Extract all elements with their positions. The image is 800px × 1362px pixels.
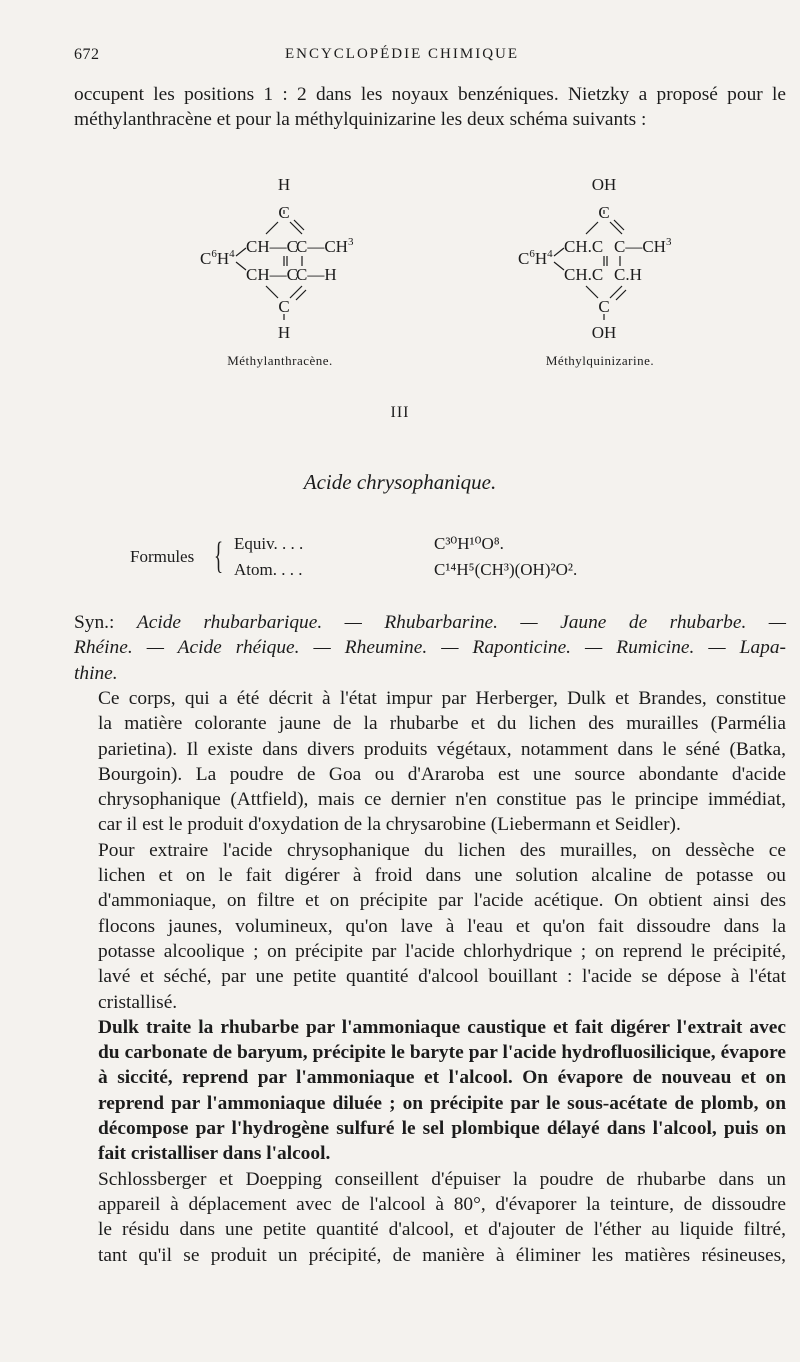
atom-r1a: CH.C [564,237,604,256]
text-line [74,635,786,660]
atom-r2a: CH—C [246,265,298,284]
formula-row-atom [234,560,578,580]
text-line: décompose par l'hydrogène sulfuré le sel plombique délayé dans l'alcool, puis on [98,1118,786,1140]
atom-top: H [277,175,291,194]
text-line: lavé et séché, par une petite quantité d'alcool bouillant : l'acide se dépose à l'état [98,966,786,988]
caption-methylquinizarine: Méthylquinizarine. [545,353,655,368]
atom-c-bottom: C [278,297,290,316]
text-line: tant qu'il se produit un précipité, de manière à éliminer les matières résineuses, [98,1244,786,1266]
text-line: appareil à déplacement avec de l'alcool à 80°, d'évaporer la teinture, de dissoudre [98,1193,786,1215]
text-line: à siccité, reprend par l'ammoniaque et l'alcool. On évapore de nouveau et on [98,1067,786,1089]
atom-label: Atom. . . . [234,560,303,579]
equiv-value: C³⁰H¹⁰O⁸. [434,534,504,553]
section-title: Acide chrysophanique. [303,470,497,494]
atom-c-top: C [278,203,290,222]
atom-prefix: $C^6H^4$ [518,248,553,268]
atom-top: OH [591,175,617,194]
atom-prefix: $C^6H^4$ [200,248,235,268]
atom-r2b: C—H [296,265,337,284]
structural-formulas [0,168,800,398]
intro-paragraph [74,82,786,133]
formula-row-equiv [234,534,504,554]
text-line: potasse alcoolique ; on précipite par l'acide chlorhydrique ; on reprend le précipité, [98,940,786,962]
syn-prefix: Syn.: [74,612,115,633]
synonyms-paragraph [74,610,786,686]
text-line: Pour extraire l'acide chrysophanique du lichen des murailles, on dessèche ce [98,839,786,861]
main-text [74,686,786,1268]
text-line: reprend par l'ammoniaque diluée ; on précipite par le sous-acétate de plomb, on [98,1092,786,1114]
structure-methylanthracene [200,175,354,368]
syn-line: Acide rhubarbarique. — Rhubarbarine. — Jaune de rhubarbe. — [136,612,786,633]
syn-line: thine. [74,662,118,684]
text-line: Ce corps, qui a été décrit à l'état impur par Herberger, Dulk et Brandes, constitue [98,688,786,709]
text-line: car il est le produit d'oxydation de la chrysarobine (Liebermann et Seidler). [98,814,681,836]
structure-methylquinizarine [518,175,672,368]
structure-diagram [0,168,800,398]
text-line: cristallisé. [98,991,178,1013]
paragraph [74,838,786,1015]
text-line: occupent les positions 1 : 2 dans les noyaux benzéniques. Nietzky a proposé pour le [74,84,786,105]
running-title: ENCYCLOPÉDIE CHIMIQUE [284,46,520,62]
text-line: parietina). Il existe dans divers produits végétaux, notamment dans le séné (Batka, [98,738,786,760]
atom-c-top: C [598,203,610,222]
atom-r1a: CH—C [246,237,298,256]
text-line: le résidu dans une petite quantité d'alcool, et d'ajouter de l'éther au liquide filtré, [98,1219,786,1241]
text-line: Bourgoin). La poudre de Goa ou d'Araroba est une source abondante d'acide [98,763,786,785]
paragraph [74,1167,786,1268]
text-line [74,610,786,635]
equiv-label: Equiv. . . . [234,534,304,553]
syn-line: Rhéine. — Acide rhéique. — Rheumine. — Raponticine. — Rumicine. — Lapa- [74,637,786,659]
atom-bottom: H [277,323,291,342]
atom-r1b: $C—CH^3$ [296,236,354,256]
formulas-block [130,532,730,592]
atom-bottom: OH [591,323,617,342]
section-number: III [390,404,410,421]
atom-c-bottom: C [598,297,610,316]
text-line: la matière colorante jaune de la rhubarbe et du lichen des murailles (Parmélia [98,713,786,735]
page-number: 672 [74,46,100,63]
paragraph [74,686,786,838]
paragraph [74,1015,786,1167]
formulas-label: Formules [130,547,195,566]
text-line: Dulk traite la rhubarbe par l'ammoniaque caustique et fait digérer l'extrait avec [98,1016,786,1038]
text-line: flocons jaunes, volumineux, qu'on lave à l'eau et qu'on fait dissoudre dans la [98,915,786,937]
atom-r2b: C.H [614,265,642,284]
atom-r1b: $C—CH^3$ [614,236,672,256]
caption-methylanthracene: Méthylanthracène. [227,353,333,368]
atom-r2a: CH.C [564,265,604,284]
text-line: du carbonate de baryum, précipite le baryte par l'acide hydrofluosilicique, évapore [98,1042,786,1064]
text-line: fait cristalliser dans l'alcool. [98,1143,331,1165]
page-header [74,46,730,72]
atom-value: C¹⁴H⁵(CH³)(OH)²O². [434,560,578,579]
text-line: méthylanthracène et pour la méthylquinizarine les deux schéma suivants : [74,109,647,131]
text-line: d'ammoniaque, on filtre et on précipite par l'acide acétique. On obtient ainsi des [98,890,786,912]
text-line: chrysophanique (Attfield), mais ce dernier n'en constitue pas le principe immédiat, [98,789,786,811]
text-line [74,661,786,686]
brace: { [214,535,224,577]
text-line: lichen et on le fait digérer à froid dans une solution alcaline de potasse ou [98,865,786,887]
text-line: Schlossberger et Doepping conseillent d'épuiser la poudre de rhubarbe dans un [98,1168,786,1190]
